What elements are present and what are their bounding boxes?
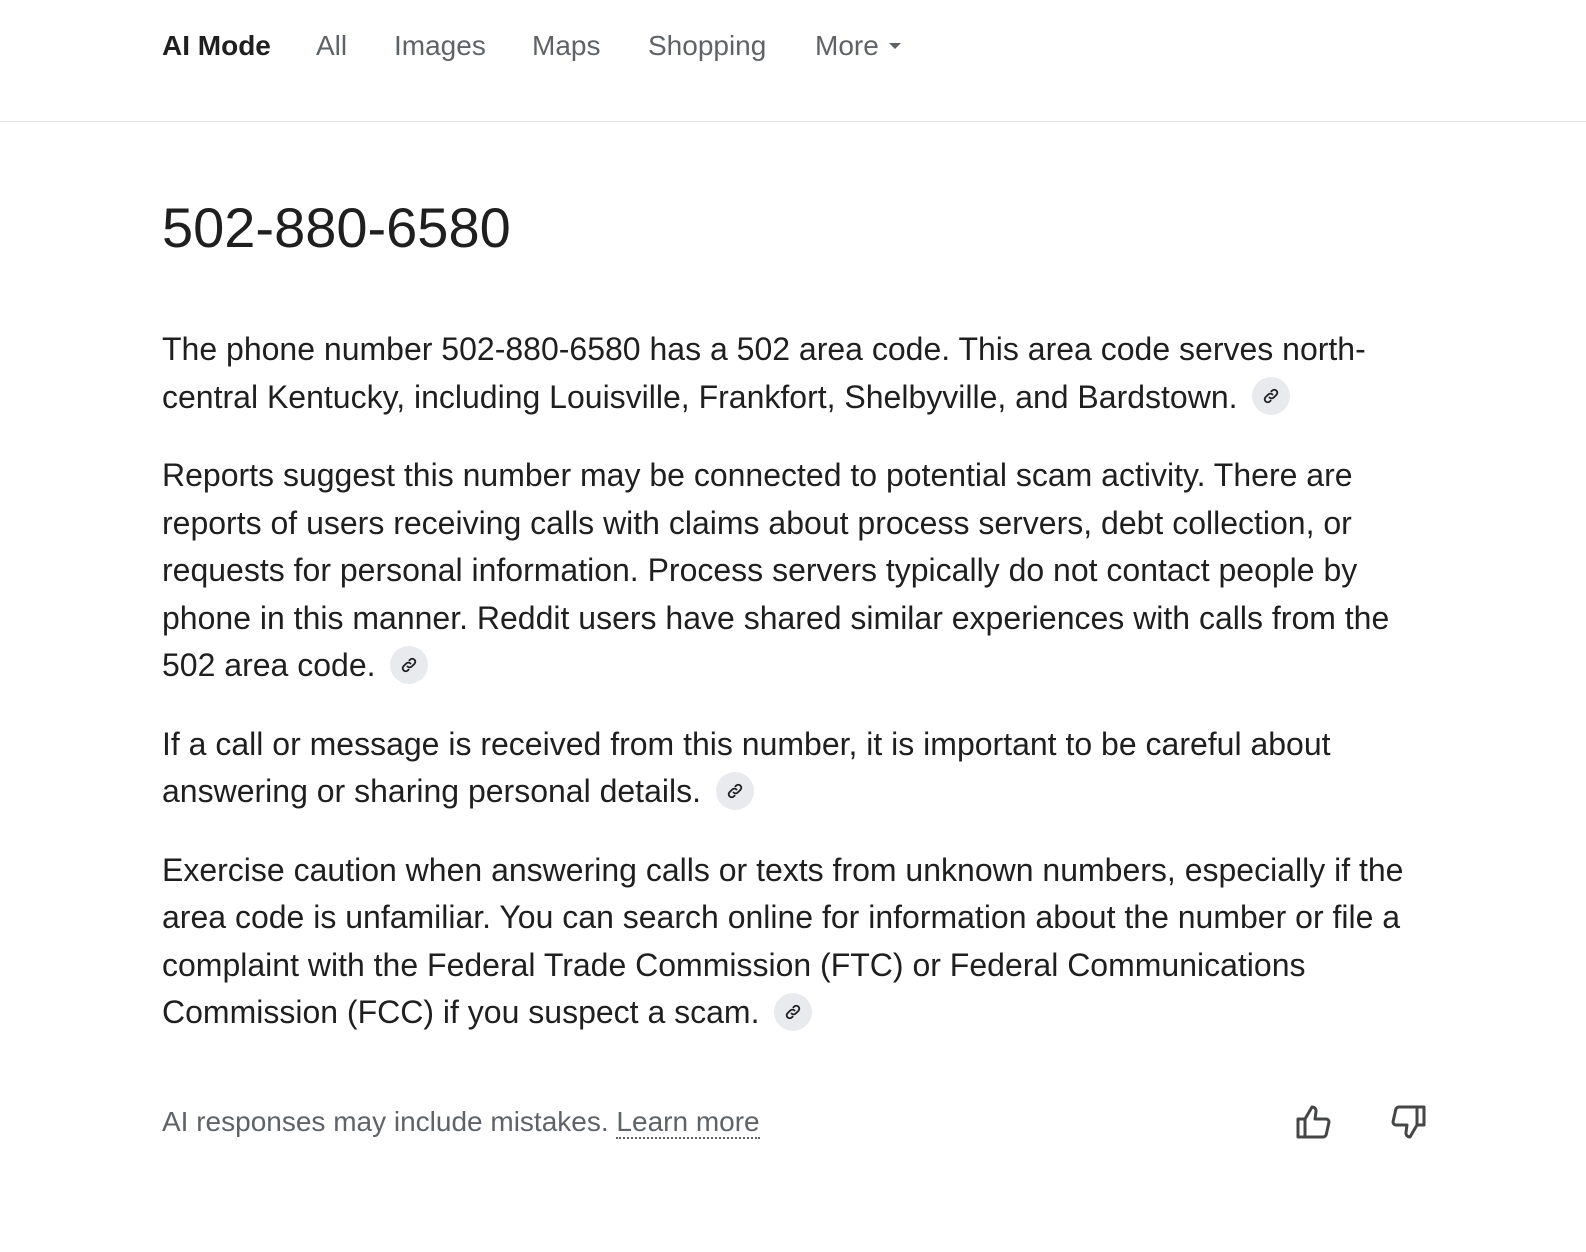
link-icon[interactable] <box>716 772 754 810</box>
link-icon[interactable] <box>1252 377 1290 415</box>
learn-more-link[interactable]: Learn more <box>616 1106 760 1137</box>
tab-shopping[interactable]: Shopping <box>648 30 767 61</box>
answer-paragraph <box>162 326 1434 421</box>
answer-paragraph-text: Exercise caution when answering calls or texts from unknown numbers, especially if the area code is unfamiliar. You can search online for information about the number or file a complaint with the Federal Trade Commission (FTC) or Federal Communications Commission (FCC) if you suspect a scam. <box>162 851 1404 1030</box>
answer-paragraph <box>162 452 1434 690</box>
tab-maps[interactable]: Maps <box>532 30 601 61</box>
tab-more[interactable] <box>815 26 901 66</box>
tab-all[interactable]: All <box>316 30 348 61</box>
disclaimer-text: AI responses may include mistakes. <box>162 1106 609 1137</box>
answer-paragraph <box>162 721 1434 816</box>
tab-images[interactable]: Images <box>394 30 486 61</box>
link-icon[interactable] <box>390 646 428 684</box>
answer-paragraph-text: The phone number 502-880-6580 has a 502 area code. This area code serves north-central Kentucky, including Louisville, Frankfort, Shelbyville, and Bardstown. <box>162 331 1366 415</box>
ai-answer <box>162 326 1434 1068</box>
tab-more-label: More <box>815 30 879 61</box>
query-title: 502-880-6580 <box>162 196 511 259</box>
answer-paragraph-text: Reports suggest this number may be connected to potential scam activity. There are reports of users receiving calls with claims about process servers, debt collection, or requests for personal information. Process servers typically do not contact people by phone in this manner. Reddit users have shared similar experiences with calls from the 502 area code. <box>162 457 1390 683</box>
thumbs-up-icon[interactable] <box>1292 1100 1336 1144</box>
tab-ai-mode[interactable]: AI Mode <box>162 30 271 61</box>
answer-footer <box>162 1100 1434 1144</box>
answer-paragraph <box>162 847 1434 1037</box>
caret-down-icon <box>889 43 901 49</box>
thumbs-down-icon[interactable] <box>1386 1100 1430 1144</box>
search-mode-tabs <box>0 0 1586 122</box>
link-icon[interactable] <box>774 993 812 1031</box>
ai-disclaimer <box>162 1106 760 1139</box>
answer-paragraph-text: If a call or message is received from this number, it is important to be careful about answering or sharing personal details. <box>162 725 1331 809</box>
